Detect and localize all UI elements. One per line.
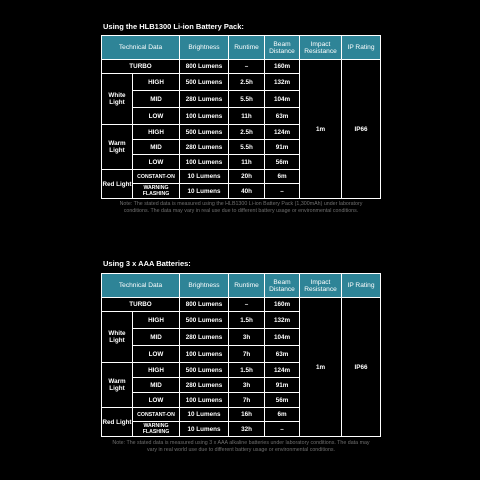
cell-runtime: 32h — [229, 422, 265, 437]
cell-brightness: 100 Lumens — [180, 346, 229, 363]
cell-mode: MID — [133, 378, 180, 393]
group-label-red-light: Red Light — [102, 408, 133, 437]
cell-runtime: – — [229, 298, 265, 312]
cell-beam: 132m — [265, 74, 300, 91]
header-runtime: Runtime — [229, 36, 265, 60]
cell-brightness: 10 Lumens — [180, 422, 229, 437]
turbo-label: TURBO — [102, 298, 180, 312]
cell-beam: 104m — [265, 329, 300, 346]
cell-brightness: 10 Lumens — [180, 408, 229, 422]
cell-mode: LOW — [133, 393, 180, 408]
cell-ip-rating: IP66 — [342, 60, 381, 199]
cell-runtime: 11h — [229, 155, 265, 170]
cell-runtime: 5.5h — [229, 140, 265, 155]
cell-mode: LOW — [133, 155, 180, 170]
cell-beam: 160m — [265, 298, 300, 312]
cell-runtime: 7h — [229, 393, 265, 408]
group-label-red-light: Red Light — [102, 170, 133, 199]
cell-beam: 6m — [265, 170, 300, 184]
cell-brightness: 800 Lumens — [180, 60, 229, 74]
cell-brightness: 500 Lumens — [180, 125, 229, 140]
cell-runtime: 3h — [229, 378, 265, 393]
cell-brightness: 280 Lumens — [180, 91, 229, 108]
cell-beam: 63m — [265, 108, 300, 125]
header-row — [102, 36, 381, 60]
header-ip-rating: IP Rating — [342, 36, 381, 60]
cell-runtime: 5.5h — [229, 91, 265, 108]
cell-brightness: 500 Lumens — [180, 363, 229, 378]
header-technical-data: Technical Data — [102, 274, 180, 298]
cell-brightness: 280 Lumens — [180, 378, 229, 393]
spec-table-li-ion — [101, 35, 381, 199]
cell-beam: 124m — [265, 125, 300, 140]
cell-runtime: 7h — [229, 346, 265, 363]
cell-beam: 91m — [265, 140, 300, 155]
cell-runtime: 2.5h — [229, 74, 265, 91]
cell-impact-resistance: 1m — [300, 298, 342, 437]
section-title-aaa: Using 3 x AAA Batteries: — [103, 259, 191, 268]
cell-beam: 124m — [265, 363, 300, 378]
cell-beam: 56m — [265, 393, 300, 408]
group-label-warm-light: Warm Light — [102, 125, 133, 170]
header-row — [102, 274, 381, 298]
cell-beam: 91m — [265, 378, 300, 393]
cell-beam: 63m — [265, 346, 300, 363]
header-ip-rating: IP Rating — [342, 274, 381, 298]
header-beam-distance: Beam Distance — [265, 36, 300, 60]
cell-mode: MID — [133, 140, 180, 155]
table-row — [102, 298, 381, 312]
group-label-white-light: White Light — [102, 312, 133, 363]
cell-mode: WARNING FLASHING — [133, 422, 180, 437]
header-technical-data: Technical Data — [102, 36, 180, 60]
cell-mode: HIGH — [133, 312, 180, 329]
cell-beam: – — [265, 184, 300, 199]
cell-runtime: 1.5h — [229, 363, 265, 378]
cell-runtime: 3h — [229, 329, 265, 346]
cell-brightness: 500 Lumens — [180, 312, 229, 329]
footnote-li-ion: Note: The stated data is measured using the HLB1300 Li-ion Battery Pack (1,300mAh) under laboratory conditions. The data may vary in real use due to different battery usage or environmental conditions. — [119, 201, 363, 214]
cell-mode: MID — [133, 329, 180, 346]
header-brightness: Brightness — [180, 36, 229, 60]
cell-brightness: 280 Lumens — [180, 140, 229, 155]
header-runtime: Runtime — [229, 274, 265, 298]
cell-brightness: 100 Lumens — [180, 108, 229, 125]
cell-brightness: 100 Lumens — [180, 393, 229, 408]
cell-ip-rating: IP66 — [342, 298, 381, 437]
cell-mode: HIGH — [133, 74, 180, 91]
header-beam-distance: Beam Distance — [265, 274, 300, 298]
section-title-li-ion: Using the HLB1300 Li-ion Battery Pack: — [103, 22, 244, 31]
cell-beam: 132m — [265, 312, 300, 329]
cell-mode: HIGH — [133, 125, 180, 140]
cell-mode: LOW — [133, 346, 180, 363]
cell-mode: LOW — [133, 108, 180, 125]
cell-runtime: 2.5h — [229, 125, 265, 140]
header-impact-resistance: Impact Resistance — [300, 36, 342, 60]
cell-brightness: 10 Lumens — [180, 170, 229, 184]
footnote-aaa: Note: The stated data is measured using 3 x AAA alkaline batteries under laboratory conditions. The data may vary in real world use due to different battery usage or environmental conditions. — [112, 440, 370, 453]
cell-beam: 104m — [265, 91, 300, 108]
group-label-warm-light: Warm Light — [102, 363, 133, 408]
table-row — [102, 60, 381, 74]
cell-runtime: 11h — [229, 108, 265, 125]
cell-mode: CONSTANT-ON — [133, 408, 180, 422]
cell-brightness: 280 Lumens — [180, 329, 229, 346]
cell-mode: WARNING FLASHING — [133, 184, 180, 199]
cell-runtime: 20h — [229, 170, 265, 184]
cell-runtime: 40h — [229, 184, 265, 199]
cell-mode: MID — [133, 91, 180, 108]
group-label-white-light: White Light — [102, 74, 133, 125]
header-impact-resistance: Impact Resistance — [300, 274, 342, 298]
cell-beam: 56m — [265, 155, 300, 170]
cell-runtime: – — [229, 60, 265, 74]
cell-impact-resistance: 1m — [300, 60, 342, 199]
cell-brightness: 500 Lumens — [180, 74, 229, 91]
cell-beam: 160m — [265, 60, 300, 74]
cell-brightness: 800 Lumens — [180, 298, 229, 312]
turbo-label: TURBO — [102, 60, 180, 74]
cell-mode: CONSTANT-ON — [133, 170, 180, 184]
cell-mode: HIGH — [133, 363, 180, 378]
spec-table-aaa — [101, 273, 381, 437]
header-brightness: Brightness — [180, 274, 229, 298]
cell-brightness: 100 Lumens — [180, 155, 229, 170]
cell-runtime: 16h — [229, 408, 265, 422]
cell-beam: – — [265, 422, 300, 437]
cell-beam: 6m — [265, 408, 300, 422]
cell-runtime: 1.5h — [229, 312, 265, 329]
cell-brightness: 10 Lumens — [180, 184, 229, 199]
